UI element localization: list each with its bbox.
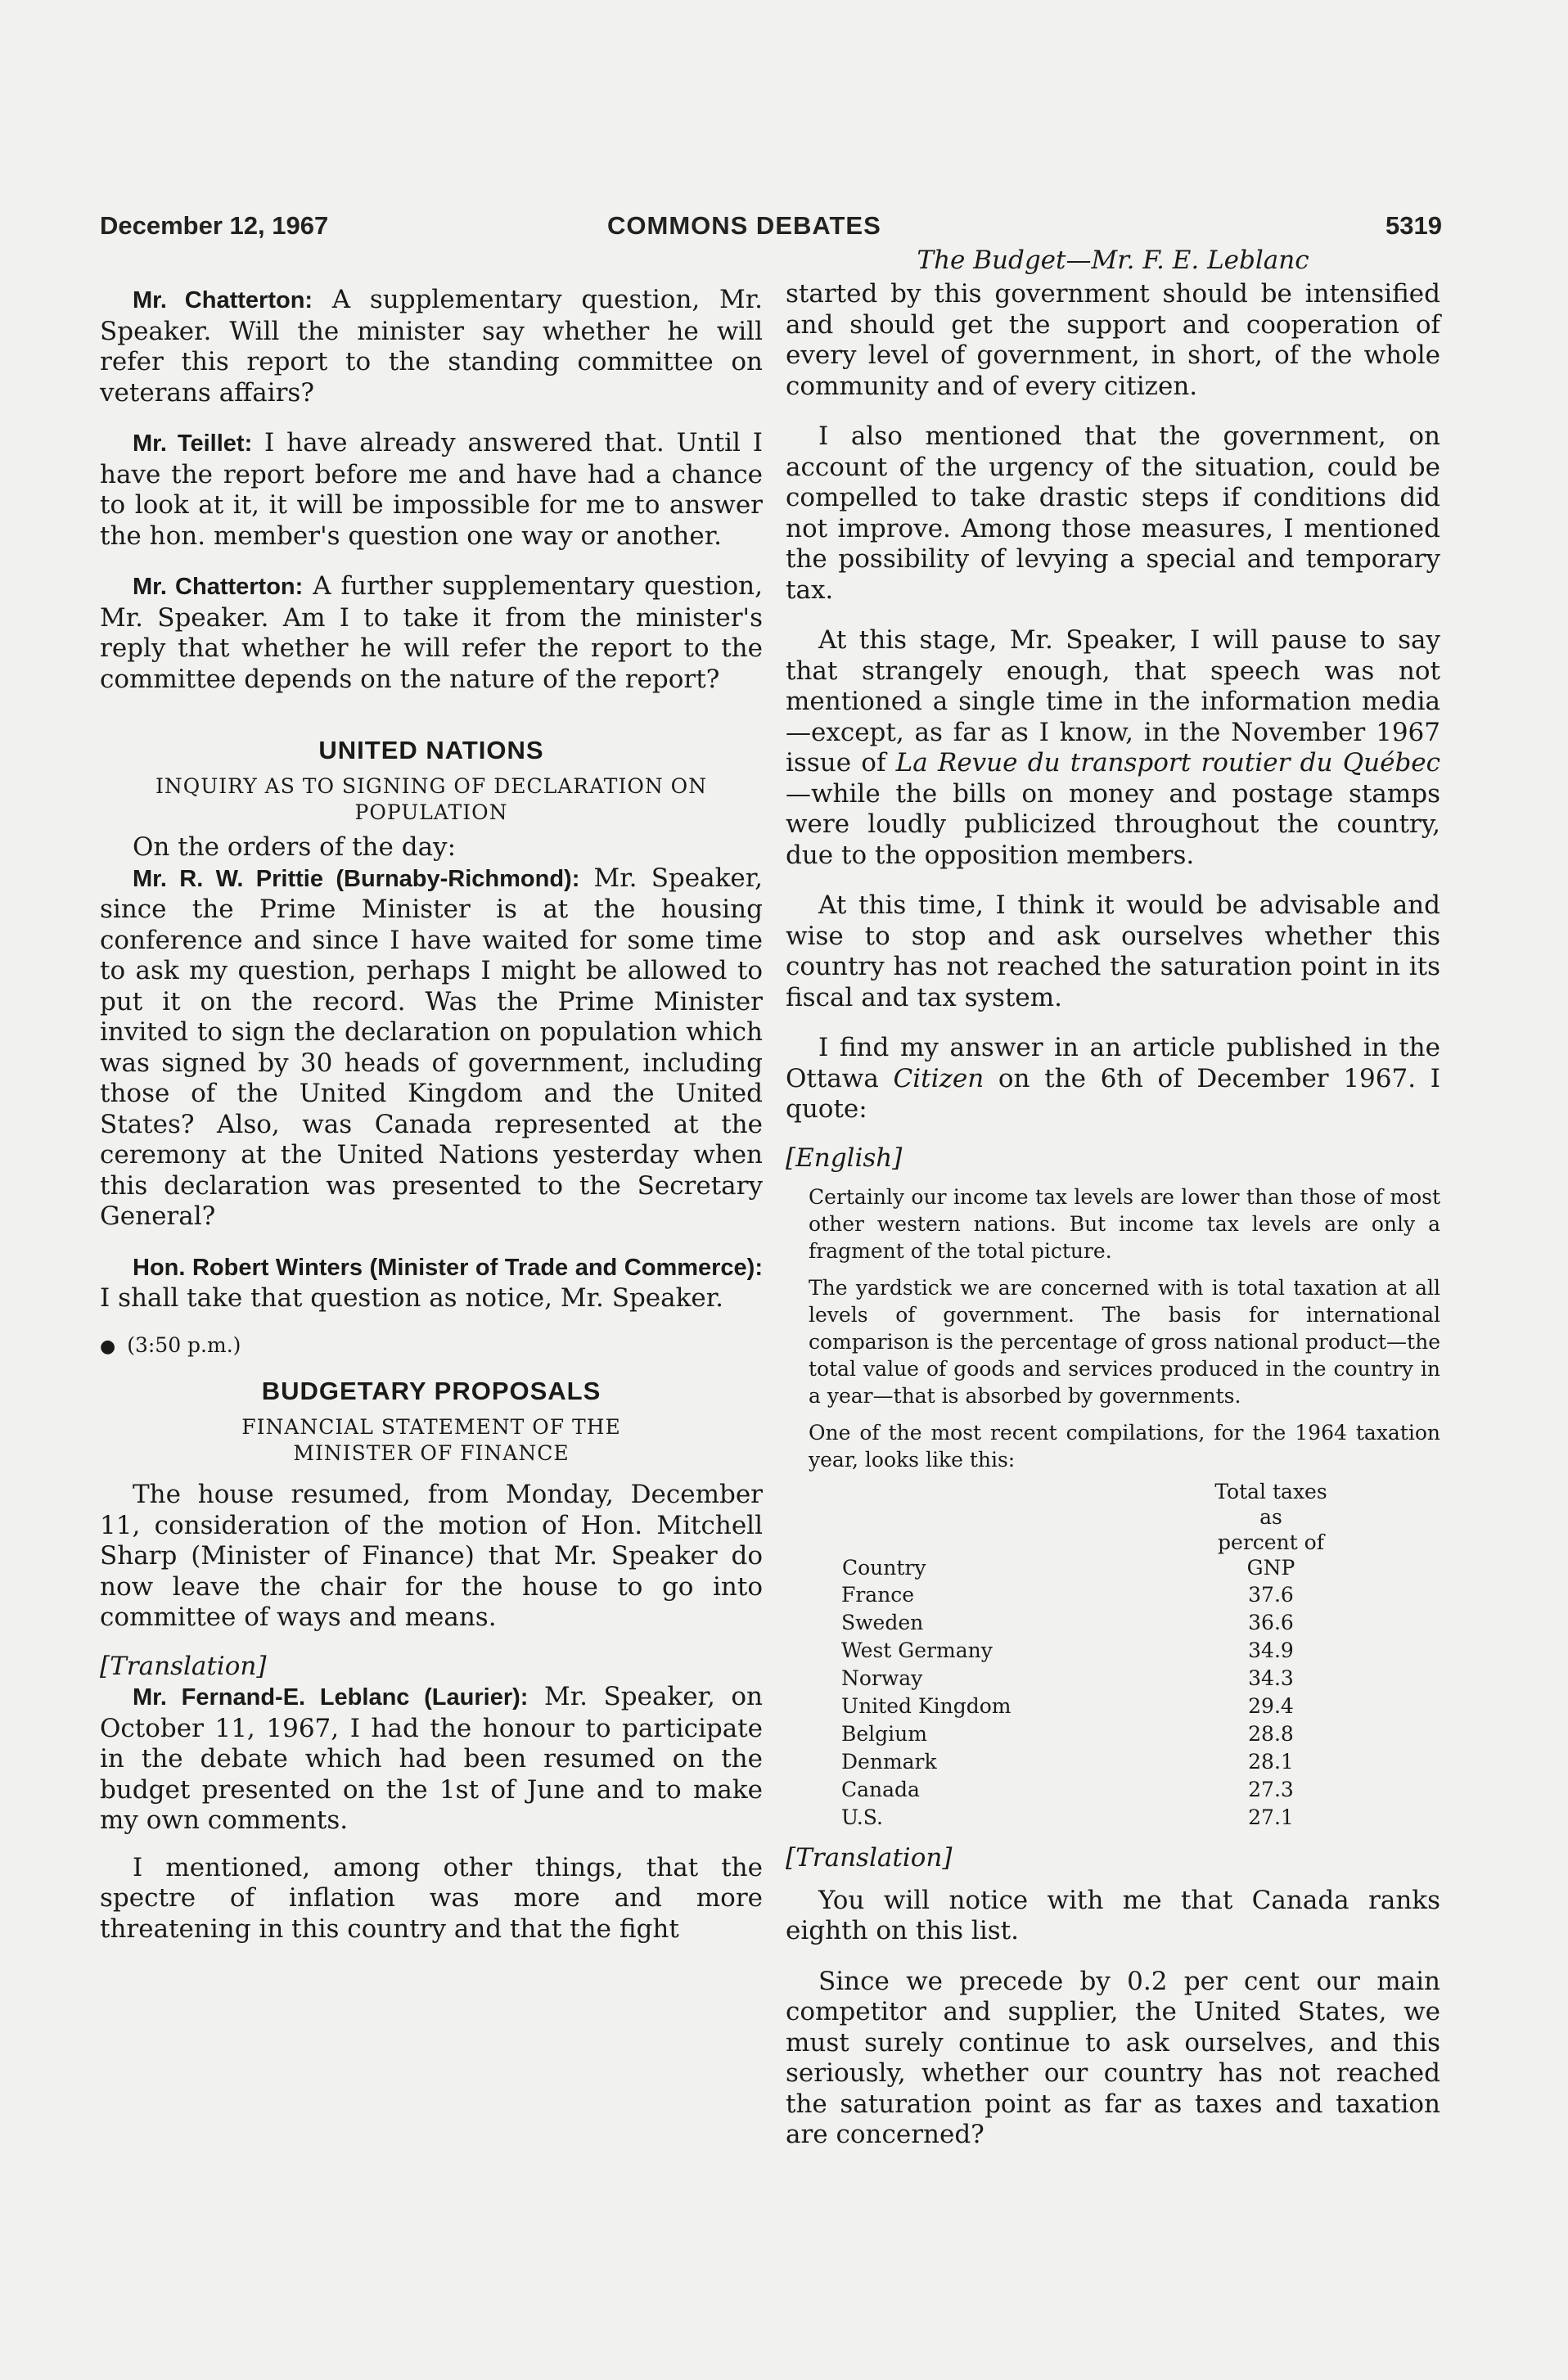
paragraph-drastic-steps: I also mentioned that the government, on account of the urgency of the situation, could be compelled to take drastic steps if conditions did not improve. Among those measures, I mentioned the possibility of levying a special and temporary tax. [786, 421, 1440, 605]
speaker-name: Mr. Teillet: [133, 430, 253, 457]
table-cell-country: United Kingdom [841, 1694, 1012, 1718]
paragraph-precede: Since we precede by 0.2 per cent our main competitor and supplier, the United States, we must surely continue to ask ourselves, and this seriously, whether our country has not reached the saturation point as far as taxes and taxation are concerned? [786, 1966, 1440, 2149]
table-cell-country: Sweden [841, 1611, 924, 1634]
paragraph-saturation: At this time, I think it would be advisable and wise to stop and ask ourselves whether this country has not reached the saturation point in its fiscal and tax system. [786, 890, 1440, 1012]
table-cell-country: U.S. [841, 1805, 883, 1829]
table-row [841, 1776, 1340, 1804]
speech-text: A supplementary question, Mr. Speaker. Will the minister say whether he will refer this report to the standing committee on veterans affairs? [100, 285, 763, 408]
time-marker: ● (3:50 p.m.) [100, 1332, 241, 1357]
table-row [841, 1804, 1340, 1832]
paragraph-chatterton-1 [100, 285, 763, 408]
paragraph-canada-ranks: You will notice with me that Canada ranks eighth on this list. [786, 1885, 1440, 1945]
paragraph-winters [100, 1252, 763, 1314]
speech-text: A further supplementary question, Mr. Speaker. Am I to take it from the minister's reply that whether he will refer the report to the committee depends on the nature of the report? [100, 571, 763, 694]
table-row [841, 1637, 1340, 1665]
table-cell-country: Canada [841, 1778, 920, 1801]
speaker-name: Mr. Chatterton: [133, 574, 304, 600]
speech-text: I have already answered that. Until I have the report before me and have had a chance to look at it, it will be impossible for me to answer the hon. member's question one way or another. [100, 428, 764, 551]
table-cell-value: 34.3 [1248, 1666, 1294, 1690]
speech-text: Mr. Speaker, on October 11, 1967, I had the honour to participate in the debate which had been resumed on the budget presented on the 1st of June and to make my own comments. [100, 1682, 763, 1835]
table-cell-country: West Germany [841, 1639, 993, 1662]
paragraph-teillet [100, 428, 763, 552]
table-row [841, 1748, 1340, 1776]
table-cell-value: 28.8 [1248, 1722, 1294, 1746]
left-column [100, 246, 763, 1945]
subheading-financial-statement: FINANCIAL STATEMENT OF THE MINISTER OF FINANCE [241, 1415, 621, 1465]
running-subhead: The Budget—Mr. F. E. Leblanc [917, 246, 1309, 275]
quote-paragraph-3: One of the most recent compilations, for the 1964 taxation year, looks like this: [809, 1421, 1440, 1472]
paragraph-house-resumed: The house resumed, from Monday, December 11, consideration of the motion of Hon. Mitchell Sharp (Minister of Finance) that Mr. Speaker do now leave the chair for the house to go into committee of ways and means. [100, 1480, 763, 1632]
table-cell-value: 29.4 [1248, 1694, 1294, 1718]
subheading-declaration: INQUIRY AS TO SIGNING OF DECLARATION ON POPULATION [155, 774, 708, 824]
speaker-name: Hon. Robert Winters (Minister of Trade and Commerce): [133, 1254, 763, 1281]
paragraph-inflation: I mentioned, among other things, that the spectre of inflation was more and more threatening in this country and that the fight [100, 1852, 763, 1944]
tax-table [841, 1478, 1340, 1832]
page-header [100, 211, 1442, 247]
table-body [841, 1581, 1340, 1832]
paragraph-media: At this stage, Mr. Speaker, I will pause to say that strangely enough, that speech was not mentioned a single time in the information media—except, as far as I know, in the November 1967 issue of La Revue du transport routier du Québec—while the bills on money and postage stamps were loudly publicized throughout the country, due to the opposition members. [786, 625, 1441, 870]
table-cell-value: 36.6 [1248, 1611, 1294, 1634]
paragraph-leblanc-intro [100, 1682, 763, 1837]
table-cell-country: Norway [841, 1666, 923, 1690]
right-column [786, 246, 1440, 2151]
speaker-name: Mr. R. W. Prittie (Burnaby-Richmond): [133, 865, 580, 892]
header-date: December 12, 1967 [100, 211, 329, 240]
paragraph-prittie [100, 863, 763, 1233]
table-cell-value: 27.3 [1248, 1778, 1294, 1801]
table-cell-value: 27.1 [1248, 1805, 1294, 1829]
table-cell-value: 37.6 [1248, 1583, 1294, 1607]
table-row [841, 1720, 1340, 1748]
english-marker: [English] [786, 1143, 903, 1173]
section-heading-budgetary-proposals: BUDGETARY PROPOSALS [261, 1377, 602, 1405]
paragraph-article: I find my answer in an article published in the Ottawa Citizen on the 6th of December 1967. I quote: [786, 1033, 1441, 1124]
header-title: COMMONS DEBATES [607, 211, 881, 240]
table-row [841, 1665, 1340, 1693]
bullet-icon: ● [100, 1336, 116, 1357]
table-row [841, 1609, 1340, 1637]
orders-of-day: On the orders of the day: [133, 832, 457, 862]
paragraph-chatterton-2 [100, 571, 763, 695]
table-cell-country: Belgium [841, 1722, 927, 1746]
publication-title: La Revue du transport routier du Québec [895, 748, 1441, 778]
table-header-row [841, 1478, 1340, 1581]
table-row [841, 1581, 1340, 1609]
newspaper-name: Citizen [893, 1063, 985, 1093]
paragraph-continued: started by this government should be intensified and should get the support and cooperation of every level of government, in short, of the whole community and of every citizen. [786, 279, 1440, 401]
quote-paragraph-1: Certainly our income tax levels are lower than those of most other western nations. But income tax levels are only a fragment of the total picture. [809, 1185, 1440, 1263]
table-header-country: Country [842, 1556, 926, 1580]
table-row [841, 1693, 1340, 1720]
speech-text: I shall take that question as notice, Mr. Speaker. [100, 1283, 724, 1313]
quote-paragraph-2: The yardstick we are concerned with is total taxation at all levels of government. The basis for international comparison is the percentage of gross national product—the total value of goods and services produced in the country in a year—that is absorbed by governments. [809, 1276, 1440, 1408]
header-page-number: 5319 [1386, 211, 1442, 240]
speaker-name: Mr. Fernand-E. Leblanc (Laurier): [133, 1684, 529, 1711]
translation-marker: [Translation] [786, 1843, 953, 1873]
table-cell-country: France [841, 1583, 915, 1607]
table-header-percent: Total taxes as percent of GNP [1214, 1480, 1327, 1580]
speech-text: Mr. Speaker, since the Prime Minister is at the housing conference and since I have waited for some time to ask my question, perhaps I might be allowed to put it on the record. Was the Prime Minister invited to sign the declaration on population which was signed by 30 heads of government, including those of the United Kingdom and the United States? Also, was Canada represented at the ceremony at the United Nations yesterday when this declaration was presented to the Secretary General? [100, 863, 763, 1231]
table-cell-value: 28.1 [1248, 1750, 1294, 1774]
translation-marker: [Translation] [100, 1651, 267, 1681]
table-cell-country: Denmark [841, 1750, 937, 1774]
table-cell-value: 34.9 [1248, 1639, 1294, 1662]
section-heading-united-nations: UNITED NATIONS [318, 736, 544, 764]
speaker-name: Mr. Chatterton: [133, 287, 313, 313]
